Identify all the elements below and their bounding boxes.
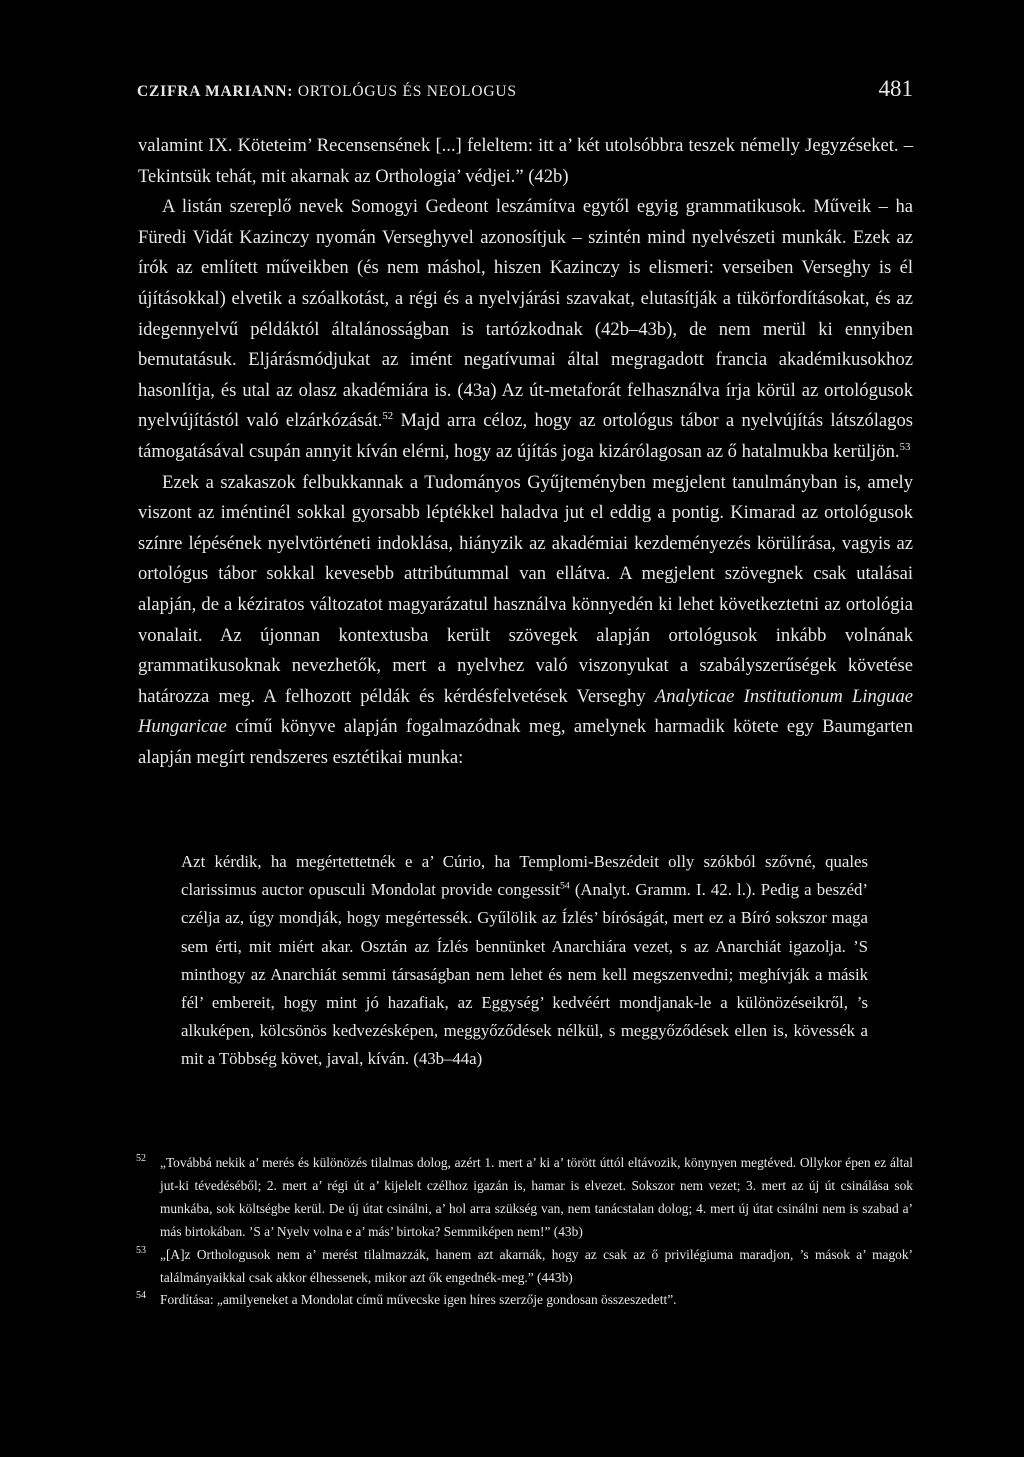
footnote-number: 52 (136, 1153, 146, 1164)
footnote-ref-53: 53 (899, 440, 911, 453)
footnote-ref-54: 54 (559, 880, 570, 892)
footnote-text: „[A]z Orthologusok nem a’ merést tilalmazzák, hanem azt akarnák, hogy az csak az ő privilégiuma maradjon, ’s mások a’ magok’ találmányaikkal csak akkor élhessenek, mikor azt ők engednék-meg.” (443b) (160, 1246, 913, 1285)
paragraph-3-text-b: című könyve alapján fogalmazódnak meg, amelynek harmadik kötete egy Baumgarten alapján megírt rendszeres esztétikai munka: (138, 716, 913, 768)
block-quote (181, 848, 868, 1074)
running-head-title: ORTOLÓGUS ÉS NEOLOGUS (297, 83, 517, 100)
footnote-text: Fordítása: „amilyeneket a Mondolat című művecske igen híres szerzője gondosan összeszedett”. (160, 1292, 677, 1308)
main-text (138, 131, 913, 773)
running-head (137, 83, 517, 101)
footnotes (136, 1152, 913, 1312)
running-head-author: CZIFRA MARIANN: (137, 83, 294, 100)
footnote-54 (136, 1289, 913, 1312)
paragraph-1-text: valamint IX. Köteteim’ Recensensének [...] feleltem: itt a’ két utolsóbbra teszek némelly Jegyzéseket. – Tekintsük tehát, mit akarnak az Orthologia’ védjei.” (42b) (138, 135, 913, 187)
block-quote-text-a: Azt kérdik, ha megértettetnék e a’ Cúrio, ha Templomi-Beszédeit olly szókból szővné, quales clarissimus auctor opusculi Mondolat provide congessit (181, 852, 868, 900)
running-header (137, 76, 913, 102)
footnote-text: „Továbbá nekik a’ merés és különözés tilalmas dolog, azért 1. mert a’ ki a’ törött úttól eltávozik, könynyen megtéved. Ollykor épen ez által jut-ki tévedéséből; 2. mert a’ régi út a’ kijelelt czélhoz igazán is, hamar is elvezet. Sokszor nem vezet; 3. mert az új út csinálása sok munkába, sok költségbe kerül. De új útat csinálni, a’ hol arra szükség van, nem tanácstalan dolog; 4. mert új útat csinálni nem is szabad a’ más birtokában. ’S a’ Nyelv volna e a’ más’ birtoka? Semmiképen nem!” (43b) (160, 1155, 913, 1239)
block-quote-text-b: (Analyt. Gramm. I. 42. l.). Pedig a beszéd’ czélja az, úgy mondják, hogy megértessék. Gyűlölik az Ízlés’ bíróságát, mert ez a Bíró sokszor maga sem érti, mit miért akar. Osztán az Ízlés bennünket Anarchiára vezet, s az Anarchiát igazolja. ’S minthogy az Anarchiát semmi társaságban nem lehet és nem kell megszenvedni; meghívják a másik fél’ embereit, hogy mint jó hazafiak, az Eggység’ kedvéért mondjanak-le a különözéseikről, ’s alkuképen, kölcsönös kedvezésképen, meggyőződések nélkül, s meggyőződések ellen is, kövessék a mit a Többség követ, javal, kíván. (43b–44a) (181, 880, 868, 1069)
book-title-italic: Analyticae Institutionum Linguae Hungaricae (138, 685, 913, 738)
paragraph-1 (138, 131, 913, 192)
paragraph-2-text-b: Majd arra céloz, hogy az ortológus tábor a nyelvújítás látszólagos támogatásával csupán annyit kíván elérni, hogy az újítás joga kizárólagosan az ő hatalmukba kerüljön. (138, 410, 913, 462)
footnote-number: 54 (136, 1290, 146, 1302)
footnote-number: 53 (136, 1244, 146, 1256)
page-number: 481 (878, 76, 913, 101)
paragraph-2 (138, 192, 913, 467)
paragraph-2-text-a: A listán szereplő nevek Somogyi Gedeont leszámítva egytől egyig grammatikusok. Műveik – ha Füredi Vidát Kazinczy nyomán Verseghyvel azonosítjuk – szintén mind nyelvészeti munkák. Ezek az írók az említett műveikben (és nem máshol, hiszen Kazinczy is elismeri: verseiben Verseghy is él újításokkal) elvetik a szóalkotást, a régi és a nyelvjárási szavakat, elutasítják a tükörfordításokat, és az idegennyelvű példáktól általánosságban is tartózkodnak (42b–43b), de nem merül ki ennyiben bemutatásuk. Eljárásmódjukat az imént negatívumai által megragadott francia akadémikusokhoz hasonlítja, és utal az olasz akadémiára is. (43a) Az út-metaforát felhasználva írja körül az ortológusok nyelvújítástól való elzárkózását. (138, 196, 913, 432)
footnote-53 (136, 1244, 913, 1290)
footnote-52 (136, 1152, 913, 1244)
footnote-ref-52: 52 (382, 410, 394, 423)
paragraph-3 (138, 468, 913, 774)
paragraph-3-text-a: Ezek a szakaszok felbukkannak a Tudományos Gyűjteményben megjelent tanulmányban is, amely viszont az iméntinél sokkal gyorsabb léptékkel haladva jut el eddig a pontig. Kimarad az ortológusok színre lépésének nyelvtörténeti indoklása, hiányzik az akadémiai kezdeményezés körülírása, vagyis az ortológus tábor sokkal kevesebb attribútummal van ellátva. A megjelent szövegnek csak utalásai alapján, de a kéziratos változatot magyarázatul használva könnyedén ki lehet következtetni az ortológia vonalait. Az újonnan kontextusba került szövegek alapján ortológusok inkább volnának grammatikusoknak nevezhetők, mert a nyelvhez való viszonyukat a szabályszerűségek követése határozza meg. A felhozott példák és kérdésfelvetések Verseghy (138, 471, 913, 707)
